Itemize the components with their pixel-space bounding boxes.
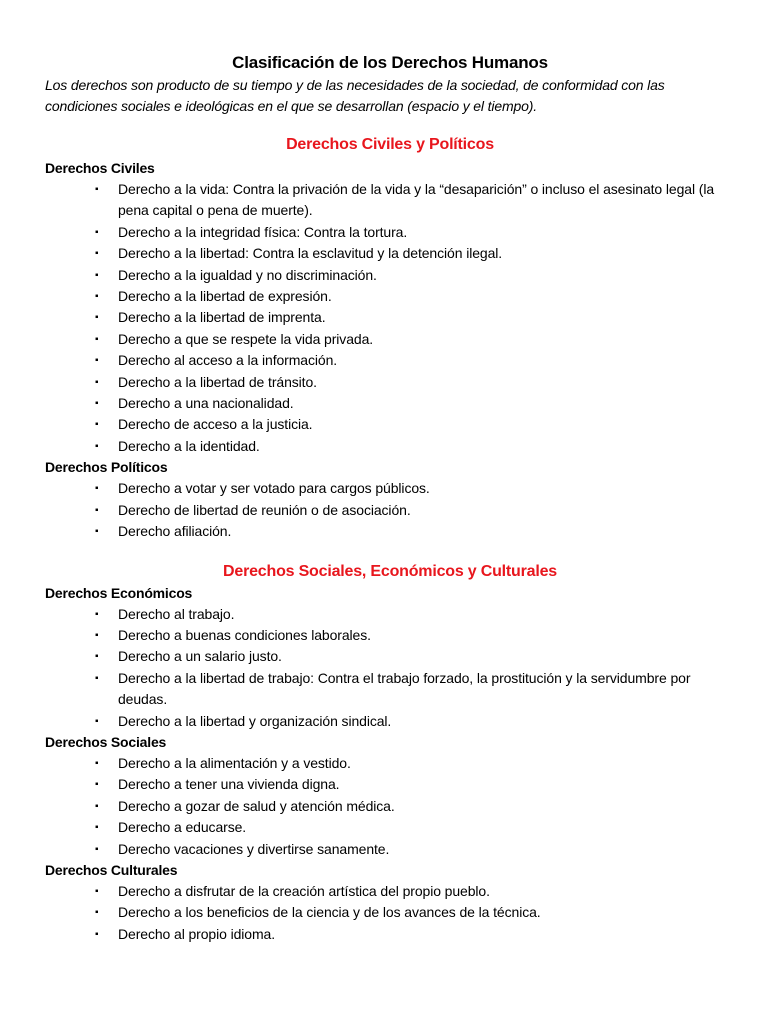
list-item-text: Derecho a la libertad y organización sindical. [118,712,392,729]
list-item [45,393,735,414]
list-item-text: Derecho a la libertad de tránsito. [118,373,317,390]
list-item [45,625,735,646]
list-item [45,753,735,774]
bullet-icon: ▪ [95,651,99,663]
list-item-text: Derecho a la igualdad y no discriminación. [118,266,377,283]
list-item-text: Derecho a la libertad: Contra la esclavitud y la detención ilegal. [118,245,503,262]
list-item-text: Derecho a gozar de salud y atención médica. [118,797,395,814]
bullet-icon: ▪ [95,526,99,538]
bullet-icon: ▪ [95,419,99,431]
list-item-text: Derecho a disfrutar de la creación artística del propio pueblo. [118,882,490,899]
list-item [45,179,735,222]
section-sociales-economicos-culturales [45,561,735,946]
bullet-icon: ▪ [95,248,99,260]
bullet-icon: ▪ [95,376,99,388]
bullet-icon: ▪ [95,504,99,516]
list-item [45,222,735,243]
list-item [45,646,735,667]
bullet-icon: ▪ [95,928,99,940]
list-item-text: Derecho al propio idioma. [118,925,276,942]
list-item-text: Derecho a la alimentación y a vestido. [118,754,351,771]
bullet-list [45,478,735,542]
group-heading: Derechos Económicos [45,584,193,601]
list-item-text: Derecho al acceso a la información. [118,352,338,369]
list-item-text: Derecho a que se respete la vida privada. [118,330,374,347]
list-item-text: Derecho a educarse. [118,819,247,836]
list-item-text: Derecho a un salario justo. [118,648,282,665]
list-item [45,521,735,542]
list-item-text: Derecho a la identidad. [118,437,260,454]
document-title: Clasificación de los Derechos Humanos [232,53,548,72]
list-item-text: Derecho a la libertad de trabajo: Contra el trabajo forzado, la prostitución y la servidumbre por deudas. [118,669,691,708]
section-title: Derechos Sociales, Económicos y Culturales [223,562,557,580]
bullet-icon: ▪ [95,355,99,367]
bullet-icon: ▪ [95,629,99,641]
list-item [45,243,735,264]
bullet-icon: ▪ [95,483,99,495]
list-item [45,881,735,902]
list-item-text: Derecho a los beneficios de la ciencia y de los avances de la técnica. [118,904,541,921]
group-heading: Derechos Políticos [45,459,168,476]
bullet-icon: ▪ [95,269,99,281]
group-heading: Derechos Culturales [45,861,178,878]
list-item [45,604,735,625]
list-item [45,924,735,945]
list-item [45,500,735,521]
list-item-text: Derecho de libertad de reunión o de asociación. [118,501,411,518]
list-item [45,711,735,732]
list-item-text: Derecho al trabajo. [118,605,235,622]
list-item-text: Derecho afiliación. [118,523,232,540]
list-item-text: Derecho a la integridad física: Contra la tortura. [118,223,408,240]
bullet-icon: ▪ [95,440,99,452]
list-item-text: Derecho a la libertad de expresión. [118,288,332,305]
group-derechos-culturales [45,860,735,945]
bullet-icon: ▪ [95,608,99,620]
list-item-text: Derecho a votar y ser votado para cargos públicos. [118,480,430,497]
list-item [45,329,735,350]
list-item [45,817,735,838]
bullet-list [45,753,735,860]
group-heading: Derechos Sociales [45,733,167,750]
list-item-text: Derecho a una nacionalidad. [118,395,294,412]
bullet-icon: ▪ [95,672,99,684]
bullet-list [45,604,735,732]
bullet-icon: ▪ [95,184,99,195]
bullet-icon: ▪ [95,843,99,855]
group-derechos-politicos [45,457,735,542]
list-item [45,372,735,393]
list-item [45,839,735,860]
bullet-icon: ▪ [95,333,99,345]
list-item [45,436,735,457]
list-item-text: Derecho a la libertad de imprenta. [118,309,326,326]
list-item [45,796,735,817]
group-derechos-economicos [45,583,735,732]
list-item-text: Derecho a la vida: Contra la privación de la vida y la “desaparición” o incluso el asesinato legal (la pena capital o pena de muerte). [118,181,715,219]
list-item [45,902,735,923]
group-heading: Derechos Civiles [45,160,155,176]
section-civiles-politicos [45,134,735,543]
bullet-icon: ▪ [95,800,99,812]
list-item-text: Derecho de acceso a la justicia. [118,416,313,433]
bullet-icon: ▪ [95,715,99,727]
list-item [45,414,735,435]
list-item [45,668,735,711]
list-item [45,307,735,328]
list-item [45,774,735,795]
list-item-text: Derecho vacaciones y divertirse sanamente. [118,840,390,857]
group-derechos-sociales [45,732,735,860]
bullet-icon: ▪ [95,757,99,769]
bullet-icon: ▪ [95,885,99,897]
bullet-icon: ▪ [95,291,99,303]
section-title: Derechos Civiles y Políticos [286,136,494,153]
bullet-list [45,881,735,945]
list-item-text: Derecho a buenas condiciones laborales. [118,626,371,643]
bullet-icon: ▪ [95,312,99,324]
bullet-list [45,179,735,457]
bullet-icon: ▪ [95,907,99,919]
bullet-icon: ▪ [95,779,99,791]
document-page [45,52,735,945]
list-item [45,265,735,286]
list-item [45,478,735,499]
group-derechos-civiles [45,158,735,457]
bullet-icon: ▪ [95,822,99,834]
bullet-icon: ▪ [95,226,99,238]
list-item [45,350,735,371]
list-item [45,286,735,307]
list-item-text: Derecho a tener una vivienda digna. [118,776,340,793]
intro-paragraph: Los derechos son producto de su tiempo y de las necesidades de la sociedad, de conformidad con las condiciones sociales e ideológicas en el que se desarrollan (espacio y el tiempo). [45,77,665,114]
bullet-icon: ▪ [95,398,99,410]
